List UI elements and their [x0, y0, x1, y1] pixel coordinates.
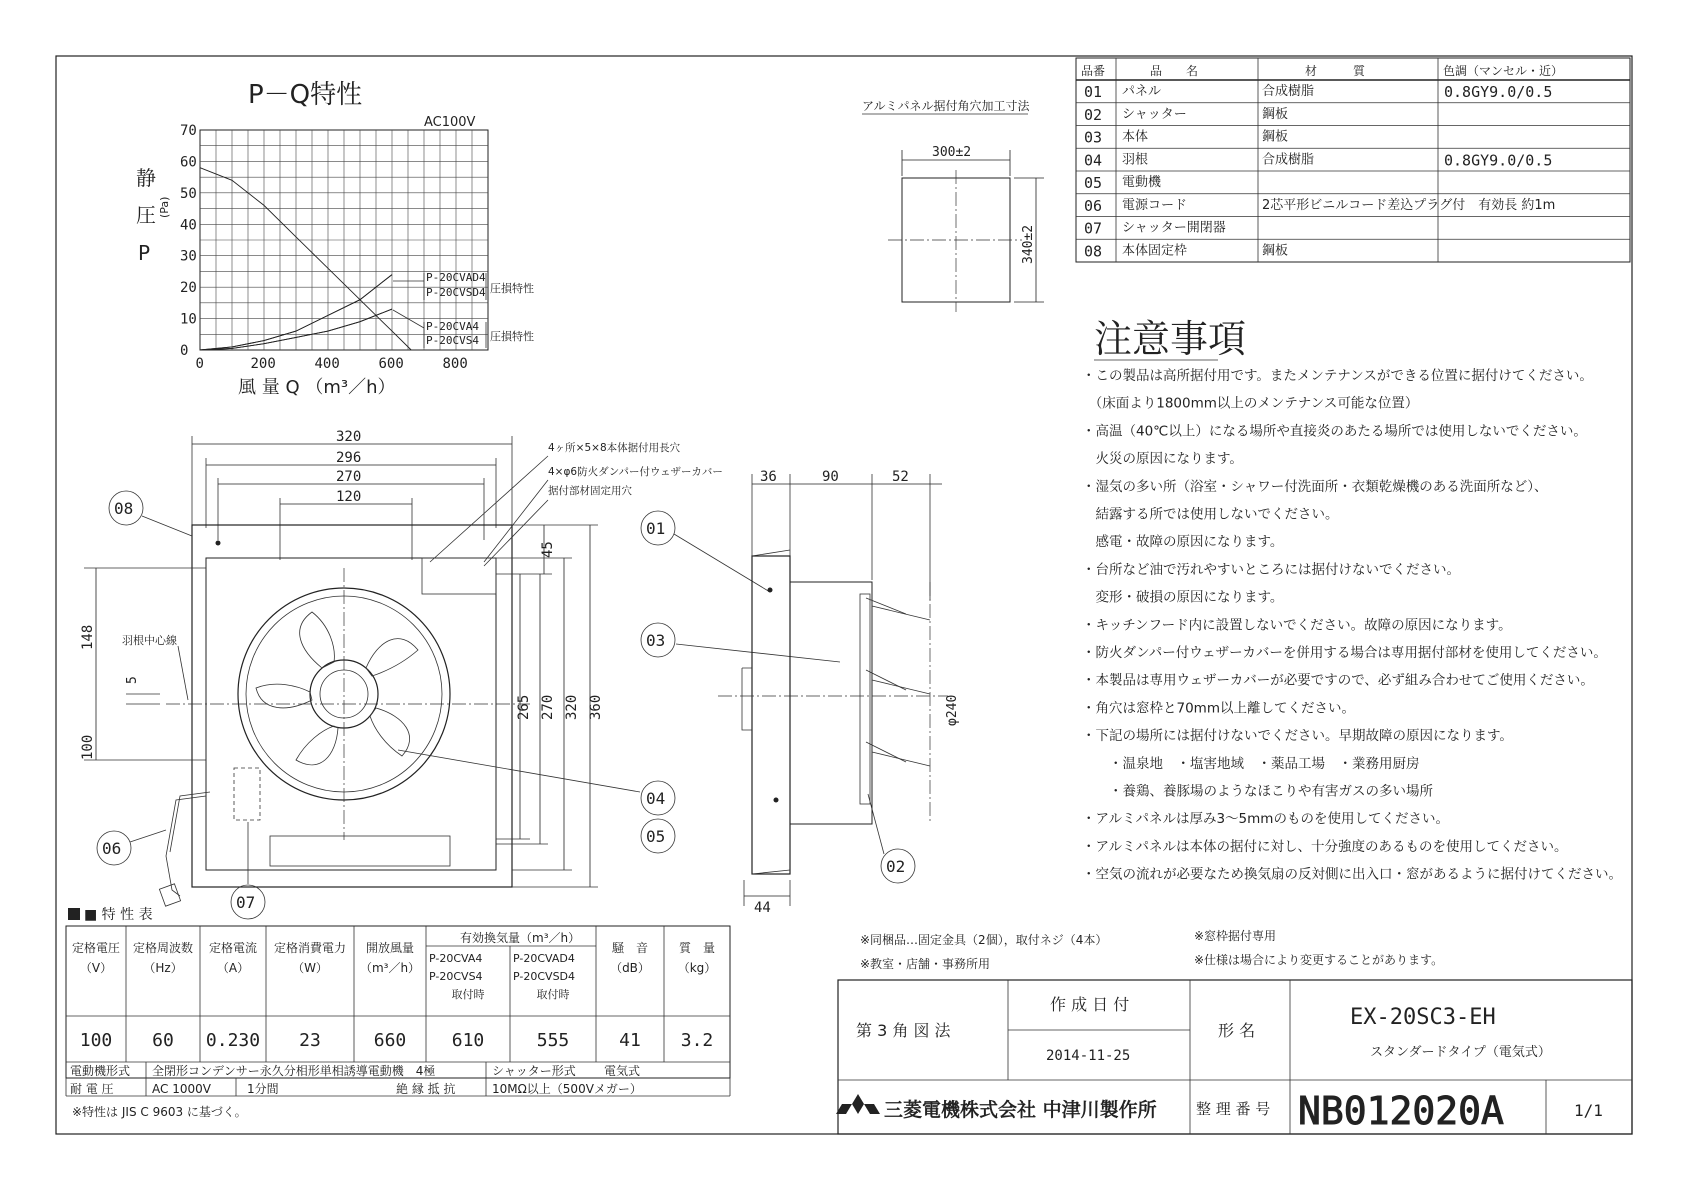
- notes-title: 注意事項: [1094, 317, 1247, 361]
- pq-y-label-2: 圧: [136, 203, 156, 227]
- front-dim-left: 5: [125, 676, 140, 684]
- note-line: ・この製品は高所据付用です。またメンテナンスができる位置に据付けてください。: [1082, 368, 1593, 384]
- spec-header: （m³／h）: [359, 961, 421, 975]
- pq-y-tick: 30: [180, 248, 197, 265]
- spec-subheader: P-20CVAD4: [513, 952, 575, 965]
- projection-label: 第 3 角 図 法: [856, 1021, 951, 1040]
- pq-curve-group-label: 圧損特性: [490, 282, 534, 295]
- note-line: （床面より1800mm以上のメンテナンス可能な位置）: [1082, 395, 1419, 412]
- number-label: 整 理 番 号: [1196, 1100, 1271, 1118]
- spec-header: （dB）: [610, 961, 650, 975]
- spec-subheader: 取付時: [536, 988, 570, 1001]
- parts-cell-name: 本体: [1122, 129, 1149, 145]
- remark: ※仕様は場合により変更することがあります。: [1194, 953, 1444, 967]
- pq-chart: [136, 80, 534, 398]
- blade-center-label: 羽根中心線: [122, 634, 177, 647]
- spec-value: 100: [79, 1030, 113, 1051]
- parts-header: 色調（マンセル・近）: [1443, 64, 1564, 78]
- spec-table: [66, 906, 730, 1119]
- parts-cell-name: パネル: [1122, 84, 1162, 99]
- svg-text:03: 03: [646, 631, 666, 650]
- parts-cell-no: 03: [1084, 128, 1103, 147]
- spec-insulation-value: 10MΩ以上（500Vメガー）: [492, 1082, 642, 1096]
- spec-header: 定格周波数: [132, 941, 194, 955]
- note-line: 変形・破損の原因になります。: [1082, 589, 1284, 606]
- spec-headers: [72, 940, 716, 975]
- parts-table: [1076, 58, 1630, 262]
- spec-header: 騒 音: [611, 941, 649, 955]
- note-line: ・アルミパネルは本体の据付に対し、十分強度のあるものを使用してください。: [1082, 838, 1568, 855]
- side-panel: [752, 556, 790, 874]
- spec-value: 660: [373, 1030, 407, 1051]
- spec-header: 定格電圧: [71, 941, 121, 955]
- spec-subheader: P-20CVS4: [429, 970, 483, 983]
- pq-x-label: 風 量 Q （m³／h）: [238, 377, 396, 398]
- parts-cell-name: 羽根: [1122, 152, 1149, 168]
- pq-series-line: [200, 168, 411, 350]
- remark: ※窓枠据付専用: [1194, 929, 1277, 943]
- pq-x-tick: 400: [314, 356, 340, 372]
- note-line: ・高温（40℃以上）になる場所や直接炎のあたる場所では使用しないでください。: [1082, 423, 1587, 440]
- note-line: ・アルミパネルは厚み3～5mmのものを使用してください。: [1082, 811, 1449, 828]
- front-dim-right: 45: [540, 541, 556, 558]
- spec-value: 3.2: [680, 1030, 714, 1051]
- date-value: 2014-11-25: [1046, 1048, 1131, 1064]
- spec-footnote: ※特性は JIS C 9603 に基づく。: [72, 1105, 247, 1119]
- callout: [641, 819, 675, 853]
- spec-value: 41: [619, 1030, 641, 1051]
- model-label: 形 名: [1218, 1021, 1256, 1040]
- side-dim-top: 36: [760, 469, 777, 485]
- remarks: [860, 928, 1443, 971]
- spec-motor-label: 電動機形式: [70, 1064, 131, 1078]
- spec-header: 定格電流: [208, 941, 258, 955]
- note-line: ・角穴は窓枠と70mm以上離してください。: [1082, 700, 1355, 717]
- front-leader-note: 4ヶ所×5×8本体据付用長穴: [548, 442, 681, 454]
- parts-cell-color: 0.8GY9.0/0.5: [1444, 151, 1553, 170]
- front-body: [206, 558, 496, 870]
- spec-header: 定格消費電力: [273, 941, 347, 955]
- callout: [641, 781, 675, 815]
- spec-subheaders: [429, 952, 575, 1001]
- pq-y-tick: 40: [180, 217, 197, 234]
- parts-cell-no: 08: [1084, 242, 1103, 261]
- spec-header: （Hz）: [143, 961, 183, 975]
- front-frame: [192, 525, 512, 887]
- model-value: EX-20SC3-EH: [1350, 1005, 1496, 1030]
- company-name: 三菱電機株式会社 中津川製作所: [884, 1099, 1157, 1121]
- pq-y-tick: 20: [180, 280, 197, 297]
- callout: [97, 831, 131, 865]
- parts-cell-material: 鋼板: [1262, 106, 1289, 122]
- svg-text:01: 01: [646, 519, 666, 538]
- front-leader-note: 4×φ6防火ダンパー付ウェザーカバー: [548, 466, 723, 478]
- cutout-dimensions: [862, 98, 1044, 312]
- parts-cell-no: 06: [1084, 196, 1103, 215]
- front-dim-left: 100: [80, 734, 96, 760]
- parts-cell-material: 鋼板: [1262, 129, 1289, 145]
- note-line: ・温泉地 ・塩害地域 ・薬品工場 ・業務用厨房: [1082, 755, 1420, 772]
- model-sub: スタンダードタイプ（電気式）: [1370, 1045, 1551, 1060]
- pq-y-tick: 60: [180, 154, 197, 171]
- svg-text:06: 06: [102, 839, 122, 858]
- pq-grid: [200, 130, 488, 350]
- spec-header: （A）: [216, 961, 250, 975]
- pq-curve-label: P-20CVSD4: [426, 286, 486, 299]
- parts-cell-material: 合成樹脂: [1262, 152, 1315, 168]
- spec-value: 555: [536, 1030, 570, 1051]
- spec-header: （kg）: [677, 961, 717, 975]
- pq-y-tick: 50: [180, 185, 197, 202]
- front-dim-right: 360: [588, 694, 604, 720]
- parts-cell-name: 電源コード: [1122, 197, 1188, 213]
- parts-cell-no: 02: [1084, 105, 1103, 124]
- spec-subheader: P-20CVA4: [429, 952, 483, 965]
- pq-y-tick: 0: [180, 343, 189, 359]
- pq-series: [200, 168, 411, 350]
- pq-y-label-symbol: P: [138, 241, 151, 265]
- parts-cell-no: 01: [1084, 83, 1103, 101]
- spec-header: （V）: [79, 961, 113, 975]
- note-line: ・防火ダンパー付ウェザーカバーを併用する場合は専用据付部材を使用してください。: [1082, 645, 1607, 661]
- front-dim-right: 270: [540, 694, 556, 720]
- note-line: 感電・故障の原因になります。: [1082, 534, 1284, 551]
- pq-chart-voltage: AC100V: [424, 115, 476, 130]
- parts-cell-material: 合成樹脂: [1262, 84, 1315, 99]
- cutout-title: アルミパネル据付角穴加工寸法: [862, 99, 1030, 113]
- date-label: 作 成 日 付: [1050, 995, 1130, 1014]
- front-dim-top: 270: [336, 469, 362, 485]
- spec-title: ■ 特 性 表: [84, 907, 153, 923]
- front-dim-top: 296: [336, 450, 362, 466]
- spec-value: 23: [299, 1030, 321, 1051]
- pq-curve-label: P-20CVS4: [426, 334, 479, 347]
- note-line: ・キッチンフード内に設置しないでください。故障の原因になります。: [1082, 617, 1512, 634]
- mitsubishi-logo-icon: [836, 1094, 880, 1114]
- spec-shutter-value: 電気式: [604, 1064, 641, 1078]
- spec-insulation-label: 絶 縁 抵 抗: [396, 1082, 456, 1096]
- parts-cell-no: 07: [1084, 219, 1103, 238]
- callout: [641, 623, 675, 657]
- note-line: 火災の原因になります。: [1082, 451, 1243, 468]
- spec-value: 610: [451, 1030, 485, 1051]
- spec-value: 0.230: [205, 1030, 261, 1051]
- title-block: [836, 980, 1632, 1134]
- parts-header: 材 質: [1305, 64, 1366, 78]
- notes: [1082, 317, 1622, 883]
- parts-cell-name: 本体固定枠: [1122, 243, 1188, 259]
- spec-header: （W）: [292, 961, 328, 975]
- side-dim-top: 90: [822, 469, 839, 485]
- number-value: NB012020A: [1298, 1089, 1504, 1133]
- note-line: ・養鶏、養豚場のようなほこりや有害ガスの多い場所: [1082, 783, 1433, 800]
- pq-y-label-1: 静: [136, 166, 156, 190]
- side-dim-top: 52: [892, 469, 909, 485]
- front-dim-right: 265: [516, 694, 532, 720]
- callout: [109, 491, 143, 525]
- note-line: ・台所など油で汚れやすいところには据付けないでください。: [1082, 561, 1460, 578]
- pq-x-tick: 800: [442, 356, 468, 372]
- spec-header: 質 量: [678, 941, 716, 955]
- spec-voltage-value: AC 1000V 1分間: [152, 1082, 279, 1096]
- note-line: ・湿気の多い所（浴室・シャワー付洗面所・衣類乾燥機のある洗面所など）、: [1082, 478, 1548, 495]
- spec-voltage-label: 耐 電 圧: [70, 1082, 114, 1096]
- front-dim-top: 120: [336, 489, 362, 505]
- parts-cell-no: 04: [1084, 151, 1103, 170]
- parts-cell-color: 0.8GY9.0/0.5: [1444, 83, 1553, 101]
- pq-chart-title: P－Q特性: [248, 80, 363, 110]
- pq-curve-label: P-20CVA4: [426, 320, 479, 333]
- pq-y-label-unit: (Pa): [158, 196, 171, 218]
- spec-header: 有効換気量（m³／h）: [460, 931, 581, 945]
- pq-x-ticks: [196, 356, 468, 372]
- note-line: ・下記の場所には据付けないでください。早期故障の原因になります。: [1082, 728, 1513, 745]
- pq-curve-group-label: 圧損特性: [490, 330, 534, 343]
- parts-header: 品 名: [1150, 64, 1199, 78]
- callout: [641, 511, 675, 545]
- parts-header: 品番: [1081, 64, 1106, 78]
- parts-rows: [1076, 83, 1630, 260]
- svg-text:07: 07: [236, 893, 256, 912]
- pq-y-tick: 10: [180, 311, 197, 328]
- front-dim-right: 320: [564, 694, 580, 720]
- pq-x-tick: 200: [250, 356, 276, 372]
- spec-values: [80, 1030, 714, 1051]
- front-dim-top: 320: [336, 429, 362, 445]
- pq-y-ticks: [180, 123, 197, 359]
- parts-cell-name: シャッター: [1122, 106, 1187, 122]
- note-line: ・本製品は専用ウェザーカバーが必要ですので、必ず組み合わせてご使用ください。: [1082, 672, 1594, 689]
- parts-cell-no: 05: [1084, 174, 1103, 192]
- front-leader-note: 据付部材固定用穴: [548, 485, 632, 497]
- spec-motor-value: 全閉形コンデンサー永久分相形単相誘導電動機 4極: [152, 1064, 436, 1078]
- side-dim-diameter: φ240: [945, 694, 960, 726]
- parts-cell-material: 2芯平形ビニルコード差込プラグ付 有効長 約1m: [1262, 197, 1556, 213]
- spec-shutter-label: シャッター形式: [492, 1064, 576, 1078]
- remark: ※同梱品…固定金具（2個），取付ネジ（4本）: [860, 933, 1108, 947]
- side-dim-bottom: 44: [754, 900, 771, 916]
- parts-cell-name: シャッター開閉器: [1122, 220, 1226, 236]
- parts-cell-material: 鋼板: [1262, 243, 1289, 259]
- pq-y-tick: 70: [180, 123, 197, 139]
- svg-text:08: 08: [114, 499, 134, 518]
- parts-cell-name: 電動機: [1122, 175, 1162, 190]
- cutout-width: 300±2: [932, 145, 972, 160]
- remark: ※教室・店舗・事務所用: [860, 957, 991, 971]
- pq-curve-label: P-20CVAD4: [426, 271, 486, 284]
- fan-blades: [256, 612, 418, 765]
- svg-text:04: 04: [646, 789, 666, 808]
- pq-x-tick: 0: [195, 356, 204, 372]
- spec-subheader: 取付時: [451, 988, 485, 1001]
- front-dim-left: 148: [80, 624, 96, 650]
- note-line: 結露する所では使用しないでください。: [1082, 506, 1339, 523]
- svg-text:05: 05: [646, 827, 666, 846]
- side-view: [718, 469, 960, 916]
- notes-lines: [1082, 367, 1622, 883]
- svg-text:02: 02: [886, 857, 906, 876]
- callout: [231, 885, 265, 919]
- spec-subheader: P-20CVSD4: [513, 970, 576, 983]
- cutout-height: 340±2: [1021, 224, 1036, 264]
- note-line: ・空気の流れが必要なため換気扇の反対側に出入口・窓があるように据付けてください。: [1082, 866, 1622, 883]
- spec-value: 60: [152, 1030, 174, 1051]
- callout: [881, 849, 915, 883]
- spec-header: 開放風量: [365, 941, 415, 955]
- pq-x-tick: 600: [378, 356, 404, 372]
- page-value: 1/1: [1574, 1101, 1603, 1120]
